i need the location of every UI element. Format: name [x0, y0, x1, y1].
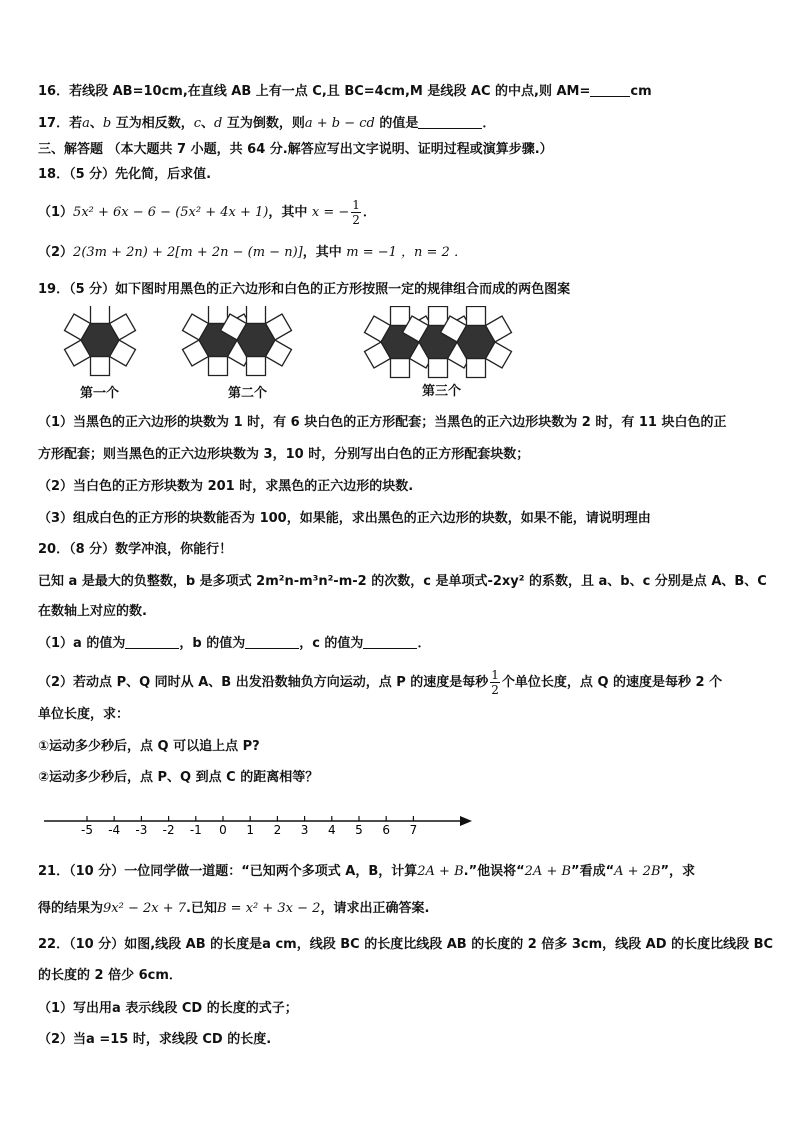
- white-square: [91, 306, 110, 324]
- axis-tick-label: 6: [382, 823, 391, 837]
- answer-blank[interactable]: [418, 114, 482, 129]
- question-19-part-2: （2）当白色的正方形块数为 201 时，求黑色的正六边形的块数.: [38, 479, 414, 494]
- question-19-part-1a: （1）当黑色的正六边形的块数为 1 时，有 6 块白色的正方形配套；当黑色的正六边形块数为 2 时，有 11 块白色的正: [38, 415, 727, 430]
- question-18-part-1: （1）5x² + 6x − 6 − (5x² + 4x + 1)，其中 x = − $\frac{1}{2}$ ．: [38, 198, 376, 227]
- question-22-part-2: （2）当a =15 时，求线段 CD 的长度.: [38, 1032, 272, 1047]
- figure-caption-2: 第二个: [228, 386, 268, 401]
- axis-tick-label: 2: [273, 823, 282, 837]
- question-20-part-2-line-2: 单位长度，求：: [38, 707, 130, 722]
- question-18-part-2: （2）2(3m + 2n) + 2[m + 2n − (m − n)]，其中 m = −1 ，n = 2 ．: [38, 245, 467, 260]
- figure-caption-1: 第一个: [80, 386, 120, 401]
- question-21-line-2: 得的结果为9x² − 2x + 7.已知B = x² + 3x − 2，请求出正确答案.: [38, 901, 430, 916]
- white-square: [391, 359, 410, 378]
- arrow-icon: [460, 816, 472, 826]
- question-19-part-1b: 方形配套；则当黑色的正六边形块数为 3，10 时，分别写出白色的正方形配套块数；: [38, 447, 530, 462]
- white-square: [467, 307, 486, 326]
- white-square: [209, 357, 228, 376]
- question-18-title: 18．（5 分）先化简，后求值.: [38, 167, 212, 182]
- question-21-line-1: 21．（10 分）一位同学做一道题：“已知两个多项式 A，B，计算2A + B.”他误将“2A + B”看成“A + 2B”，求: [38, 864, 696, 879]
- fraction: $\frac{1}{2}$: [352, 198, 360, 227]
- axis-tick-label: 5: [355, 823, 363, 837]
- question-22-line-1: 22．（10 分）如图,线段 AB 的长度是a cm，线段 BC 的长度比线段 AB 的长度的 2 倍多 3cm，线段 AD 的长度比线段 BC: [38, 937, 774, 952]
- answer-blank[interactable]: [590, 82, 630, 97]
- axis-tick-label: 1: [246, 823, 255, 837]
- question-20-line-1: 已知 a 是最大的负整数，b 是多项式 2m²n-m³n²-m-2 的次数，c 是单项式-2xy² 的系数，且 a、b、c 分别是点 A、B、C: [38, 574, 767, 589]
- figure-caption-3: 第三个: [422, 384, 462, 399]
- question-22-line-2: 的长度的 2 倍少 6cm．: [38, 968, 182, 983]
- white-square: [91, 357, 110, 376]
- axis-tick-label: 4: [327, 823, 336, 837]
- white-square: [247, 357, 266, 376]
- section-3-heading: 三、解答题 （本大题共 7 小题，共 64 分.解答应写出文字说明、证明过程或演算步骤.）: [38, 142, 553, 157]
- white-square: [209, 306, 228, 324]
- axis-tick-label: -5: [81, 823, 93, 837]
- axis-tick-label: -3: [135, 823, 148, 837]
- question-20-sub-2: ②运动多少秒后，点 P、Q 到点 C 的距离相等？: [38, 770, 319, 785]
- hexagon-square-figures: [0, 306, 794, 396]
- question-19-title: 19．（5 分）如下图时用黑色的正六边形和白色的正方形按照一定的规律组合而成的两色图案: [38, 282, 571, 297]
- white-square: [429, 359, 448, 378]
- question-20-line-2: 在数轴上对应的数.: [38, 604, 147, 619]
- question-20-sub-1: ①运动多少秒后，点 Q 可以追上点 P?: [38, 739, 260, 754]
- question-22-part-1: （1）写出用a 表示线段 CD 的长度的式子；: [38, 1001, 298, 1016]
- axis-tick-label: 7: [409, 823, 418, 837]
- question-20-part-1: （1）a 的值为 ，b 的值为 ，c 的值为 ．: [38, 636, 431, 651]
- white-square: [467, 359, 486, 378]
- question-20-title: 20．（8 分）数学冲浪，你能行！: [38, 542, 233, 557]
- white-square: [429, 307, 448, 326]
- axis-tick-label: 3: [300, 823, 309, 837]
- axis-tick-label: -2: [162, 823, 175, 837]
- question-19-part-3: （3）组成白色的正方形的块数能否为 100，如果能，求出黑色的正六边形的块数，如果不能，请说明理由: [38, 511, 651, 526]
- white-square: [247, 306, 266, 324]
- answer-blank-c[interactable]: [363, 634, 417, 649]
- answer-blank-b[interactable]: [245, 634, 299, 649]
- fraction: $\frac{1}{2}$: [491, 668, 499, 697]
- question-20-part-2: （2）若动点 P、Q 同时从 A、B 出发沿数轴负方向运动，点 P 的速度是每秒 $\frac{1}{2}$ 个单位长度，点 Q 的速度是每秒 2 个: [38, 668, 723, 697]
- axis-tick-label: 0: [219, 823, 227, 837]
- white-square: [391, 307, 410, 326]
- answer-blank-a[interactable]: [125, 634, 179, 649]
- axis-tick-label: -4: [108, 823, 121, 837]
- question-17: 17．若a、b 互为相反数，c、d 互为倒数，则a + b − cd 的值是 ．: [38, 116, 496, 131]
- number-line: [0, 810, 794, 850]
- question-16: 16．若线段 AB=10cm,在直线 AB 上有一点 C,且 BC=4cm,M 是线段 AC 的中点,则 AM= cm: [38, 84, 652, 99]
- axis-tick-label: -1: [189, 823, 202, 837]
